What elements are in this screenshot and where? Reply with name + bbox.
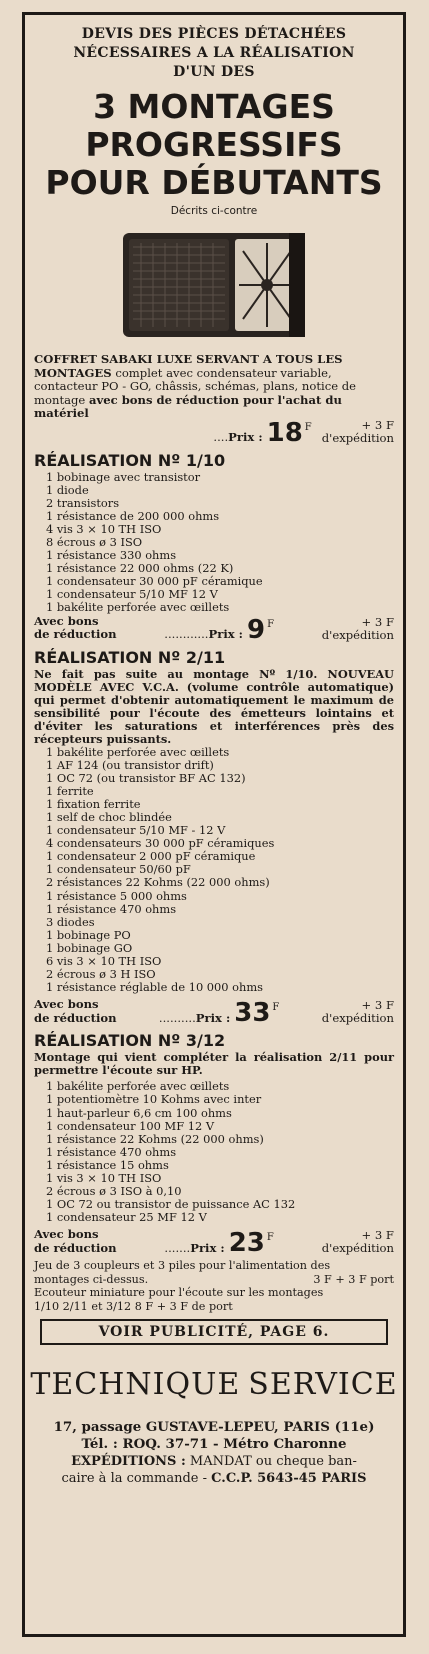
r1-shipping: + 3 F bbox=[361, 614, 394, 629]
parts-list-item: 1 bobinage PO bbox=[46, 927, 131, 942]
subtitle: Décrits ci-contre bbox=[170, 205, 258, 217]
ecouteur-line-2: 1/10 2/11 et 3/12 8 F + 3 F de port bbox=[34, 1299, 233, 1313]
r3-bons-1: Avec bons bbox=[34, 1227, 99, 1242]
title-line-1: 3 MONTAGES bbox=[93, 87, 335, 126]
r3-intro: Montage qui vient compléter la réalisation 2/11 pour permettre l'écoute sur HP. bbox=[34, 1050, 394, 1078]
r1-parts-list bbox=[34, 471, 394, 615]
parts-list-item: 1 résistance 5 000 ohms bbox=[46, 888, 187, 903]
parts-list-item: 3 diodes bbox=[46, 914, 95, 929]
parts-list-item: 1 condensateur 25 MF 12 V bbox=[46, 1210, 207, 1225]
parts-list-item: 1 résistance de 200 000 ohms bbox=[46, 508, 220, 523]
parts-list-item: 1 fixation ferrite bbox=[46, 796, 141, 811]
coffret-bold-2: avec bons de réduction pour l'achat du matériel bbox=[34, 392, 342, 420]
r1-prix-label: Prix : bbox=[208, 627, 243, 642]
coffret-price-unit: F bbox=[304, 421, 312, 433]
address-line-2: Tél. : ROQ. 37-71 - Métro Charonne bbox=[81, 1436, 347, 1453]
r3-parts-list bbox=[34, 1080, 394, 1224]
r1-shipping-label: d'expédition bbox=[321, 627, 394, 642]
r3-price-unit: F bbox=[266, 1232, 274, 1244]
r2-bons-1: Avec bons bbox=[34, 997, 99, 1012]
header-line-3: D'UN DES bbox=[173, 64, 255, 80]
voir-publicite-box: VOIR PUBLICITÉ, PAGE 6. bbox=[40, 1319, 388, 1345]
coffret-normal: complet avec condensateur variable, contacteur PO - GO, châssis, schémas, plans, notice de montage bbox=[34, 365, 357, 407]
r1-bons-1: Avec bons bbox=[34, 613, 99, 628]
ecouteur-line-1: Ecouteur miniature pour l'écoute sur les montages bbox=[34, 1286, 324, 1300]
parts-list-item: 1 AF 124 (ou transistor drift) bbox=[46, 757, 214, 772]
expeditions-text: MANDAT ou cheque ban- bbox=[185, 1454, 357, 1470]
parts-list-item: 1 résistance 330 ohms bbox=[46, 548, 177, 563]
parts-list-item: 1 résistance 22 000 ohms (22 K) bbox=[46, 561, 234, 576]
r1-price: 9 bbox=[246, 614, 266, 645]
parts-list-item: 1 condensateur 5/10 MF - 12 V bbox=[46, 823, 226, 838]
ccp-text: caire à la commande - bbox=[61, 1471, 212, 1487]
title-line-3: POUR DÉBUTANTS bbox=[45, 163, 383, 202]
parts-list-item: 1 self de choc blindée bbox=[46, 810, 172, 824]
parts-list-item: 2 écrous ø 3 H ISO bbox=[46, 967, 156, 982]
parts-list-item: 1 vis 3 × 10 TH ISO bbox=[46, 1170, 162, 1185]
parts-list-item: 1 haut-parleur 6,6 cm 100 ohms bbox=[46, 1105, 232, 1120]
parts-list-item: 1 résistance 470 ohms bbox=[46, 901, 177, 916]
parts-list-item: 1 résistance 470 ohms bbox=[46, 1144, 177, 1159]
r2-shipping: + 3 F bbox=[361, 998, 394, 1013]
ccp-number: C.C.P. 5643-45 PARIS bbox=[211, 1471, 367, 1487]
r3-shipping: + 3 F bbox=[361, 1228, 394, 1243]
jeu-line-2: montages ci-dessus. bbox=[34, 1272, 149, 1286]
parts-list-item: 1 ferrite bbox=[46, 783, 94, 798]
radio-cabinet-image bbox=[119, 227, 309, 343]
r2-shipping-label: d'expédition bbox=[321, 1011, 394, 1026]
parts-list-item: 4 condensateurs 30 000 pF céramiques bbox=[46, 836, 275, 851]
coffret-description bbox=[34, 353, 394, 421]
coffret-dots: .... bbox=[213, 430, 229, 444]
parts-list-item: 2 écrous ø 3 ISO à 0,10 bbox=[46, 1184, 182, 1199]
parts-list-item: 2 transistors bbox=[46, 495, 120, 510]
r2-dots: .......... bbox=[158, 1010, 196, 1025]
parts-list-item: 2 résistances 22 Kohms (22 000 ohms) bbox=[46, 875, 270, 890]
r2-price-unit: F bbox=[272, 1002, 280, 1014]
r3-prix-label: Prix : bbox=[190, 1240, 225, 1255]
parts-list-item: 1 résistance 15 ohms bbox=[46, 1157, 169, 1172]
r3-bons-2: de réduction bbox=[34, 1240, 117, 1255]
header bbox=[34, 25, 394, 217]
parts-list-item: 1 condensateur 2 000 pF céramique bbox=[46, 849, 256, 864]
r1-dots: ............ bbox=[164, 627, 209, 642]
r3-shipping-label: d'expédition bbox=[321, 1241, 394, 1256]
parts-list-item: 1 bakélite perforée avec œillets bbox=[46, 744, 230, 759]
logo-text-right: SERVICE bbox=[248, 1366, 398, 1402]
parts-list-item: 8 écrous ø 3 ISO bbox=[46, 534, 143, 549]
coffret-price: 18 bbox=[266, 417, 303, 448]
parts-list-item: 1 OC 72 (ou transistor BF AC 132) bbox=[46, 770, 246, 785]
r2-prix-label: Prix : bbox=[195, 1010, 231, 1025]
r3-title: RÉALISATION Nº 3/12 bbox=[34, 1031, 226, 1051]
parts-list-item: 1 bakélite perforée avec œillets bbox=[46, 1079, 230, 1094]
r1-price-unit: F bbox=[267, 618, 275, 630]
coffret-price-row bbox=[34, 417, 394, 448]
advertisement-page bbox=[22, 12, 406, 1637]
r2-parts-list bbox=[34, 746, 394, 995]
parts-list-item: 1 condensateur 30 000 pF céramique bbox=[46, 574, 263, 589]
expeditions-label: EXPÉDITIONS : bbox=[71, 1454, 186, 1470]
r2-price-row bbox=[34, 997, 394, 1029]
parts-list-item: 1 résistance réglable de 10 000 ohms bbox=[46, 980, 264, 995]
parts-list-item: 1 diode bbox=[46, 482, 89, 497]
r3-price: 23 bbox=[228, 1228, 265, 1259]
parts-list-item: 1 condensateur 50/60 pF bbox=[46, 862, 191, 877]
title-line-2: PROGRESSIFS bbox=[85, 125, 343, 164]
parts-list-item: 1 résistance 22 Kohms (22 000 ohms) bbox=[46, 1131, 264, 1146]
r2-intro: Ne fait pas suite au montage Nº 1/10. NOUVEAU MODÈLE AVEC V.C.A. (volume contrôle automatique) qui permet d'obtenir automatiquement le maximum de sensibilité pour l'écoute des émetteurs lointains et d'éviter les saturations et interférences près des récepteurs puissants. bbox=[34, 666, 394, 746]
address-line-1: 17, passage GUSTAVE-LEPEU, PARIS (11e) bbox=[53, 1419, 375, 1436]
parts-list-item: 1 condensateur 5/10 MF 12 V bbox=[46, 587, 218, 602]
parts-list-item: 6 vis 3 × 10 TH ISO bbox=[46, 954, 162, 969]
header-line-1: DEVIS DES PIÈCES DÉTACHÉES bbox=[81, 26, 347, 42]
r2-price: 33 bbox=[234, 998, 271, 1029]
r3-price-row bbox=[34, 1227, 394, 1259]
r3-dots: ....... bbox=[164, 1240, 191, 1255]
coffret-bold-1: COFFRET SABAKI LUXE SERVANT A TOUS LES MONTAGES bbox=[34, 352, 343, 380]
technique-service-logo bbox=[30, 1355, 398, 1413]
r2-bons-2: de réduction bbox=[34, 1010, 117, 1025]
r1-bons-2: de réduction bbox=[34, 627, 117, 642]
parts-list-item: 1 potentiomètre 10 Kohms avec inter bbox=[46, 1092, 262, 1107]
parts-list-item: 1 bobinage GO bbox=[46, 940, 133, 955]
r1-price-row bbox=[34, 613, 394, 645]
coffret-shipping: + 3 F bbox=[361, 417, 394, 432]
r1-title: RÉALISATION Nº 1/10 bbox=[34, 450, 226, 470]
coffret-shipping-label: d'expédition bbox=[321, 430, 394, 445]
parts-list-item: 1 bakélite perforée avec œillets bbox=[46, 600, 230, 615]
coffret-prix-label: Prix : bbox=[228, 430, 263, 444]
extras bbox=[34, 1259, 394, 1313]
parts-list-item: 1 bobinage avec transistor bbox=[46, 469, 201, 484]
r2-title: RÉALISATION Nº 2/11 bbox=[34, 647, 226, 667]
radio-cabinet-illustration bbox=[119, 227, 309, 343]
jeu-price: 3 F + 3 F port bbox=[313, 1272, 394, 1286]
expeditions-line bbox=[34, 1453, 394, 1470]
ccp-line bbox=[34, 1470, 394, 1487]
parts-list-item: 4 vis 3 × 10 TH ISO bbox=[46, 521, 162, 536]
parts-list-item: 1 OC 72 ou transistor de puissance AC 132 bbox=[46, 1197, 296, 1212]
logo-text-left: TECHNIQUE bbox=[30, 1366, 241, 1402]
parts-list-item: 1 condensateur 100 MF 12 V bbox=[46, 1118, 215, 1133]
header-line-2: NÉCESSAIRES A LA RÉALISATION bbox=[73, 45, 355, 61]
jeu-line-1: Jeu de 3 coupleurs et 3 piles pour l'alimentation des bbox=[34, 1259, 331, 1273]
